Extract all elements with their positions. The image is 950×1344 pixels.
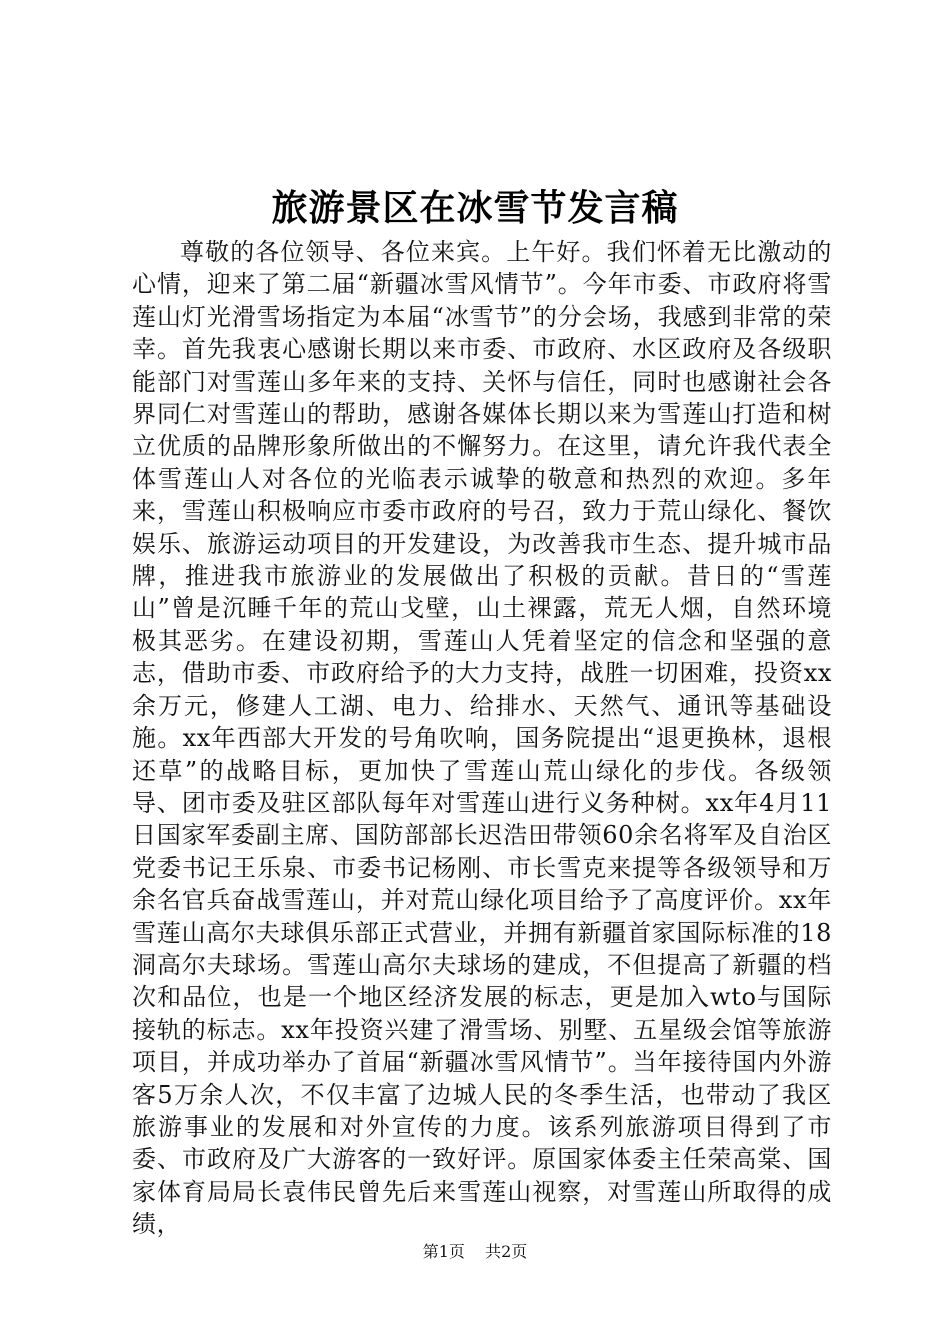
page-footer bbox=[0, 1241, 950, 1263]
document-body bbox=[132, 236, 832, 1241]
document-title: 旅游景区在冰雪节发言稿 bbox=[271, 187, 679, 229]
body-paragraph: 尊敬的各位领导、各位来宾。上午好。我们怀着无比激动的心情，迎来了第二届“新疆冰雪风情节”。今年市委、市政府将雪莲山灯光滑雪场指定为本届“冰雪节”的分会场，我感到非常的荣幸。首先我衷心感谢长期以来市委、市政府、水区政府及各级职能部门对雪莲山多年来的支持、关怀与信任，同时也感谢社会各界同仁对雪莲山的帮助，感谢各媒体长期以来为雪莲山打造和树立优质的品牌形象所做出的不懈努力。在这里，请允许我代表全体雪莲山人对各位的光临表示诚挚的敬意和热烈的欢迎。多年来，雪莲山积极响应市委市政府的号召，致力于荒山绿化、餐饮娱乐、旅游运动项目的开发建设，为改善我市生态、提升城市品牌，推进我市旅游业的发展做出了积极的贡献。昔日的“雪莲山”曾是沉睡千年的荒山戈壁，山土裸露，荒无人烟，自然环境极其恶劣。在建设初期，雪莲山人凭着坚定的信念和坚强的意志，借助市委、市政府给予的大力支持，战胜一切困难，投资xx余万元，修建人工湖、电力、给排水、天然气、通讯等基础设施。xx年西部大开发的号角吹响，国务院提出“退更换林，退根还草”的战略目标，更加快了雪莲山荒山绿化的步伐。各级领导、团市委及驻区部队每年对雪莲山进行义务种树。xx年4月11日国家军委副主席、国防部部长迟浩田带领60余名将军及自治区党委书记王乐泉、市委书记杨刚、市长雪克来提等各级领导和万余名官兵奋战雪莲山，并对荒山绿化项目给予了高度评价。xx年雪莲山高尔夫球俱乐部正式营业，并拥有新疆首家国际标准的18洞高尔夫球场。雪莲山高尔夫球场的建成，不但提高了新疆的档次和品位，也是一个地区经济发展的标志，更是加入wto与国际接轨的标志。xx年投资兴建了滑雪场、别墅、五星级会馆等旅游项目，并成功举办了首届“新疆冰雪风情节”。当年接待国内外游客5万余人次，不仅丰富了边城人民的冬季生活，也带动了我区旅游事业的发展和对外宣传的力度。该系列旅游项目得到了市委、市政府及广大游客的一致好评。原国家体委主任荣高棠、国家体育局局长袁伟民曾先后来雪莲山视察，对雪莲山所取得的成绩， bbox=[132, 238, 832, 1239]
page-total: 共2页 bbox=[485, 1242, 528, 1261]
page-number: 第1页 bbox=[422, 1242, 465, 1261]
